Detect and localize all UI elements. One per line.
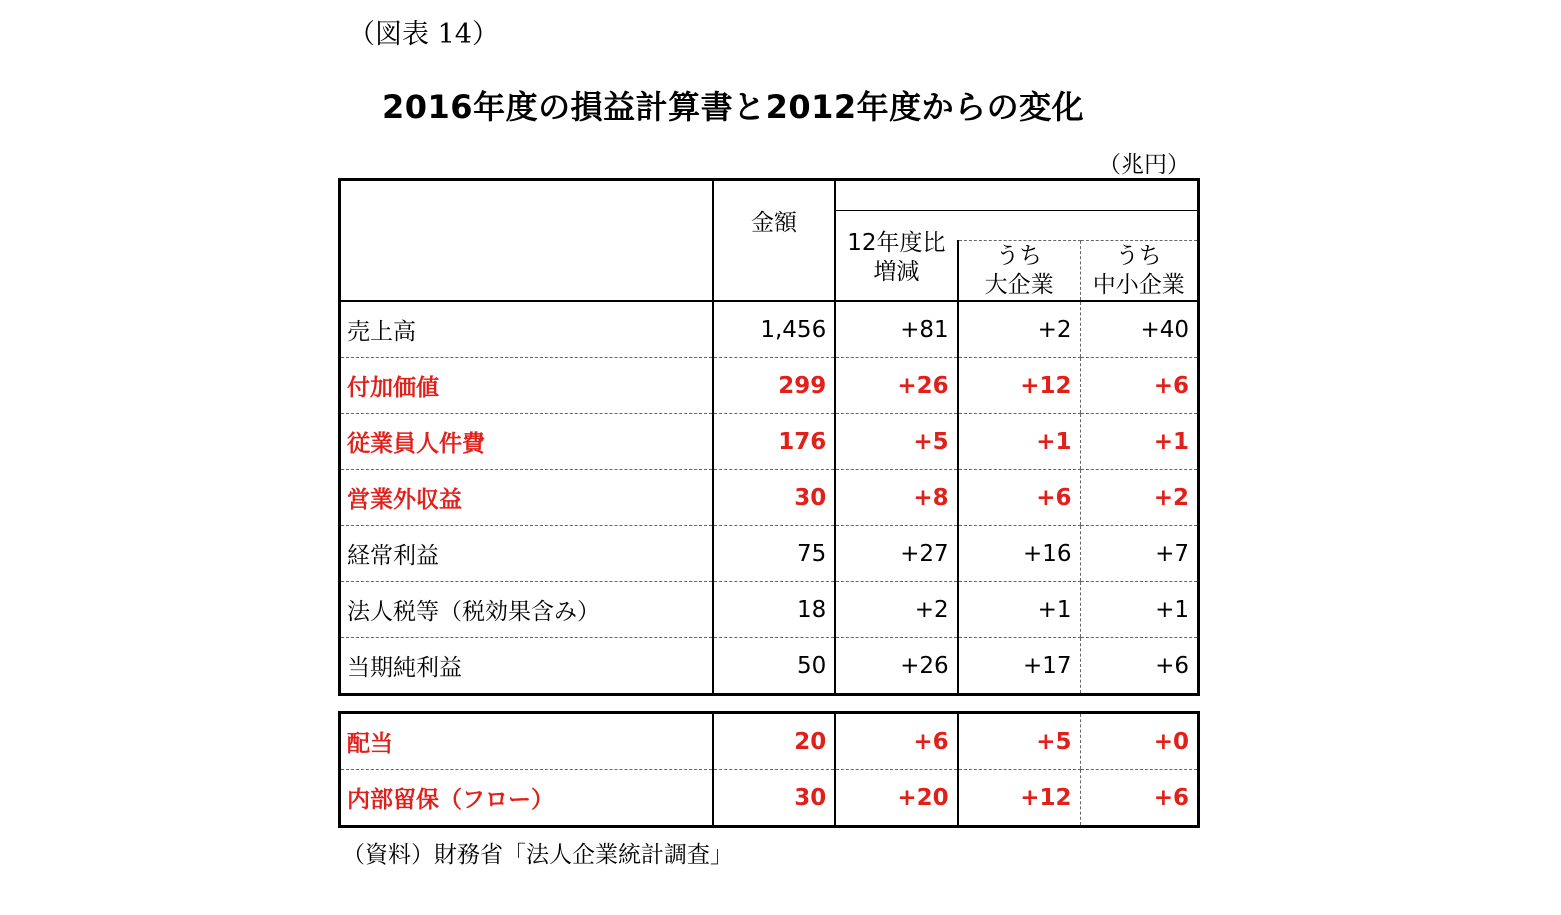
cell-amount: 299 (713, 358, 835, 414)
dividend-table (338, 711, 1200, 828)
table-row (340, 582, 1199, 638)
row-label: 付加価値 (340, 358, 713, 414)
col-header-amount: 金額 (713, 180, 835, 302)
table-row (340, 638, 1199, 695)
table-row (340, 301, 1199, 358)
row-label: 内部留保（フロー） (347, 787, 554, 813)
cell-change: +5 (835, 414, 957, 470)
cell-large: +1 (958, 414, 1080, 470)
cell-amount: 176 (713, 414, 835, 470)
row-label: 当期純利益 (347, 655, 462, 681)
cell-large: +6 (958, 470, 1080, 526)
cell-amount: 30 (713, 770, 835, 827)
cell-change: +81 (835, 301, 957, 358)
cell-small: +1 (1080, 582, 1198, 638)
cell-amount: 20 (713, 713, 835, 770)
cell-large: +2 (958, 301, 1080, 358)
cell-amount: 75 (713, 526, 835, 582)
cell-change: +8 (835, 470, 957, 526)
row-label: 経常利益 (340, 526, 713, 582)
table-row (340, 770, 1199, 827)
page-title: 2016年度の損益計算書と2012年度からの変化 (382, 88, 1085, 126)
row-label: 従業員人件費 (340, 414, 713, 470)
cell-large: +16 (958, 526, 1080, 582)
row-label: 営業外収益 (340, 470, 713, 526)
cell-change: +26 (835, 358, 957, 414)
cell-change: +27 (835, 526, 957, 582)
cell-large: +12 (958, 770, 1080, 827)
row-label: 売上高 (340, 301, 713, 358)
cell-change: +20 (835, 770, 957, 827)
table-row (340, 713, 1199, 770)
cell-large: +12 (958, 358, 1080, 414)
cell-large: +1 (958, 582, 1080, 638)
cell-small: +6 (1080, 358, 1198, 414)
row-label: 配当 (340, 713, 713, 770)
income-statement-table (338, 178, 1200, 696)
cell-small: +2 (1080, 470, 1198, 526)
row-label: 法人税等（税効果含み） (340, 582, 713, 638)
table-row (340, 414, 1199, 470)
cell-change: +26 (835, 638, 957, 695)
table-row (340, 526, 1199, 582)
table-row (340, 358, 1199, 414)
col-header-change: 12年度比 増減 (835, 211, 957, 302)
unit-label: （兆円） (1098, 152, 1190, 178)
cell-small: +40 (1080, 301, 1198, 358)
cell-large: +17 (958, 638, 1080, 695)
cell-small: +6 (1080, 638, 1198, 695)
col-header-large: うち 大企業 (958, 241, 1080, 302)
cell-amount: 30 (713, 470, 835, 526)
cell-small: +1 (1080, 414, 1198, 470)
cell-small: +0 (1080, 713, 1198, 770)
cell-small: +7 (1080, 526, 1198, 582)
col-header-small: うち 中小企業 (1080, 241, 1198, 302)
header-spacer (835, 180, 1198, 211)
table-row (340, 470, 1199, 526)
source-note: （資料）財務省「法人企業統計調査」 (342, 842, 733, 868)
cell-small: +6 (1080, 770, 1198, 827)
cell-change: +2 (835, 582, 957, 638)
cell-amount: 18 (713, 582, 835, 638)
figure-label: （図表 14） (348, 19, 499, 50)
header-spacer-right (958, 211, 1199, 241)
cell-change: +6 (835, 713, 957, 770)
cell-amount: 1,456 (713, 301, 835, 358)
cell-amount: 50 (713, 638, 835, 695)
header-blank-cell (340, 180, 713, 302)
cell-large: +5 (958, 713, 1080, 770)
